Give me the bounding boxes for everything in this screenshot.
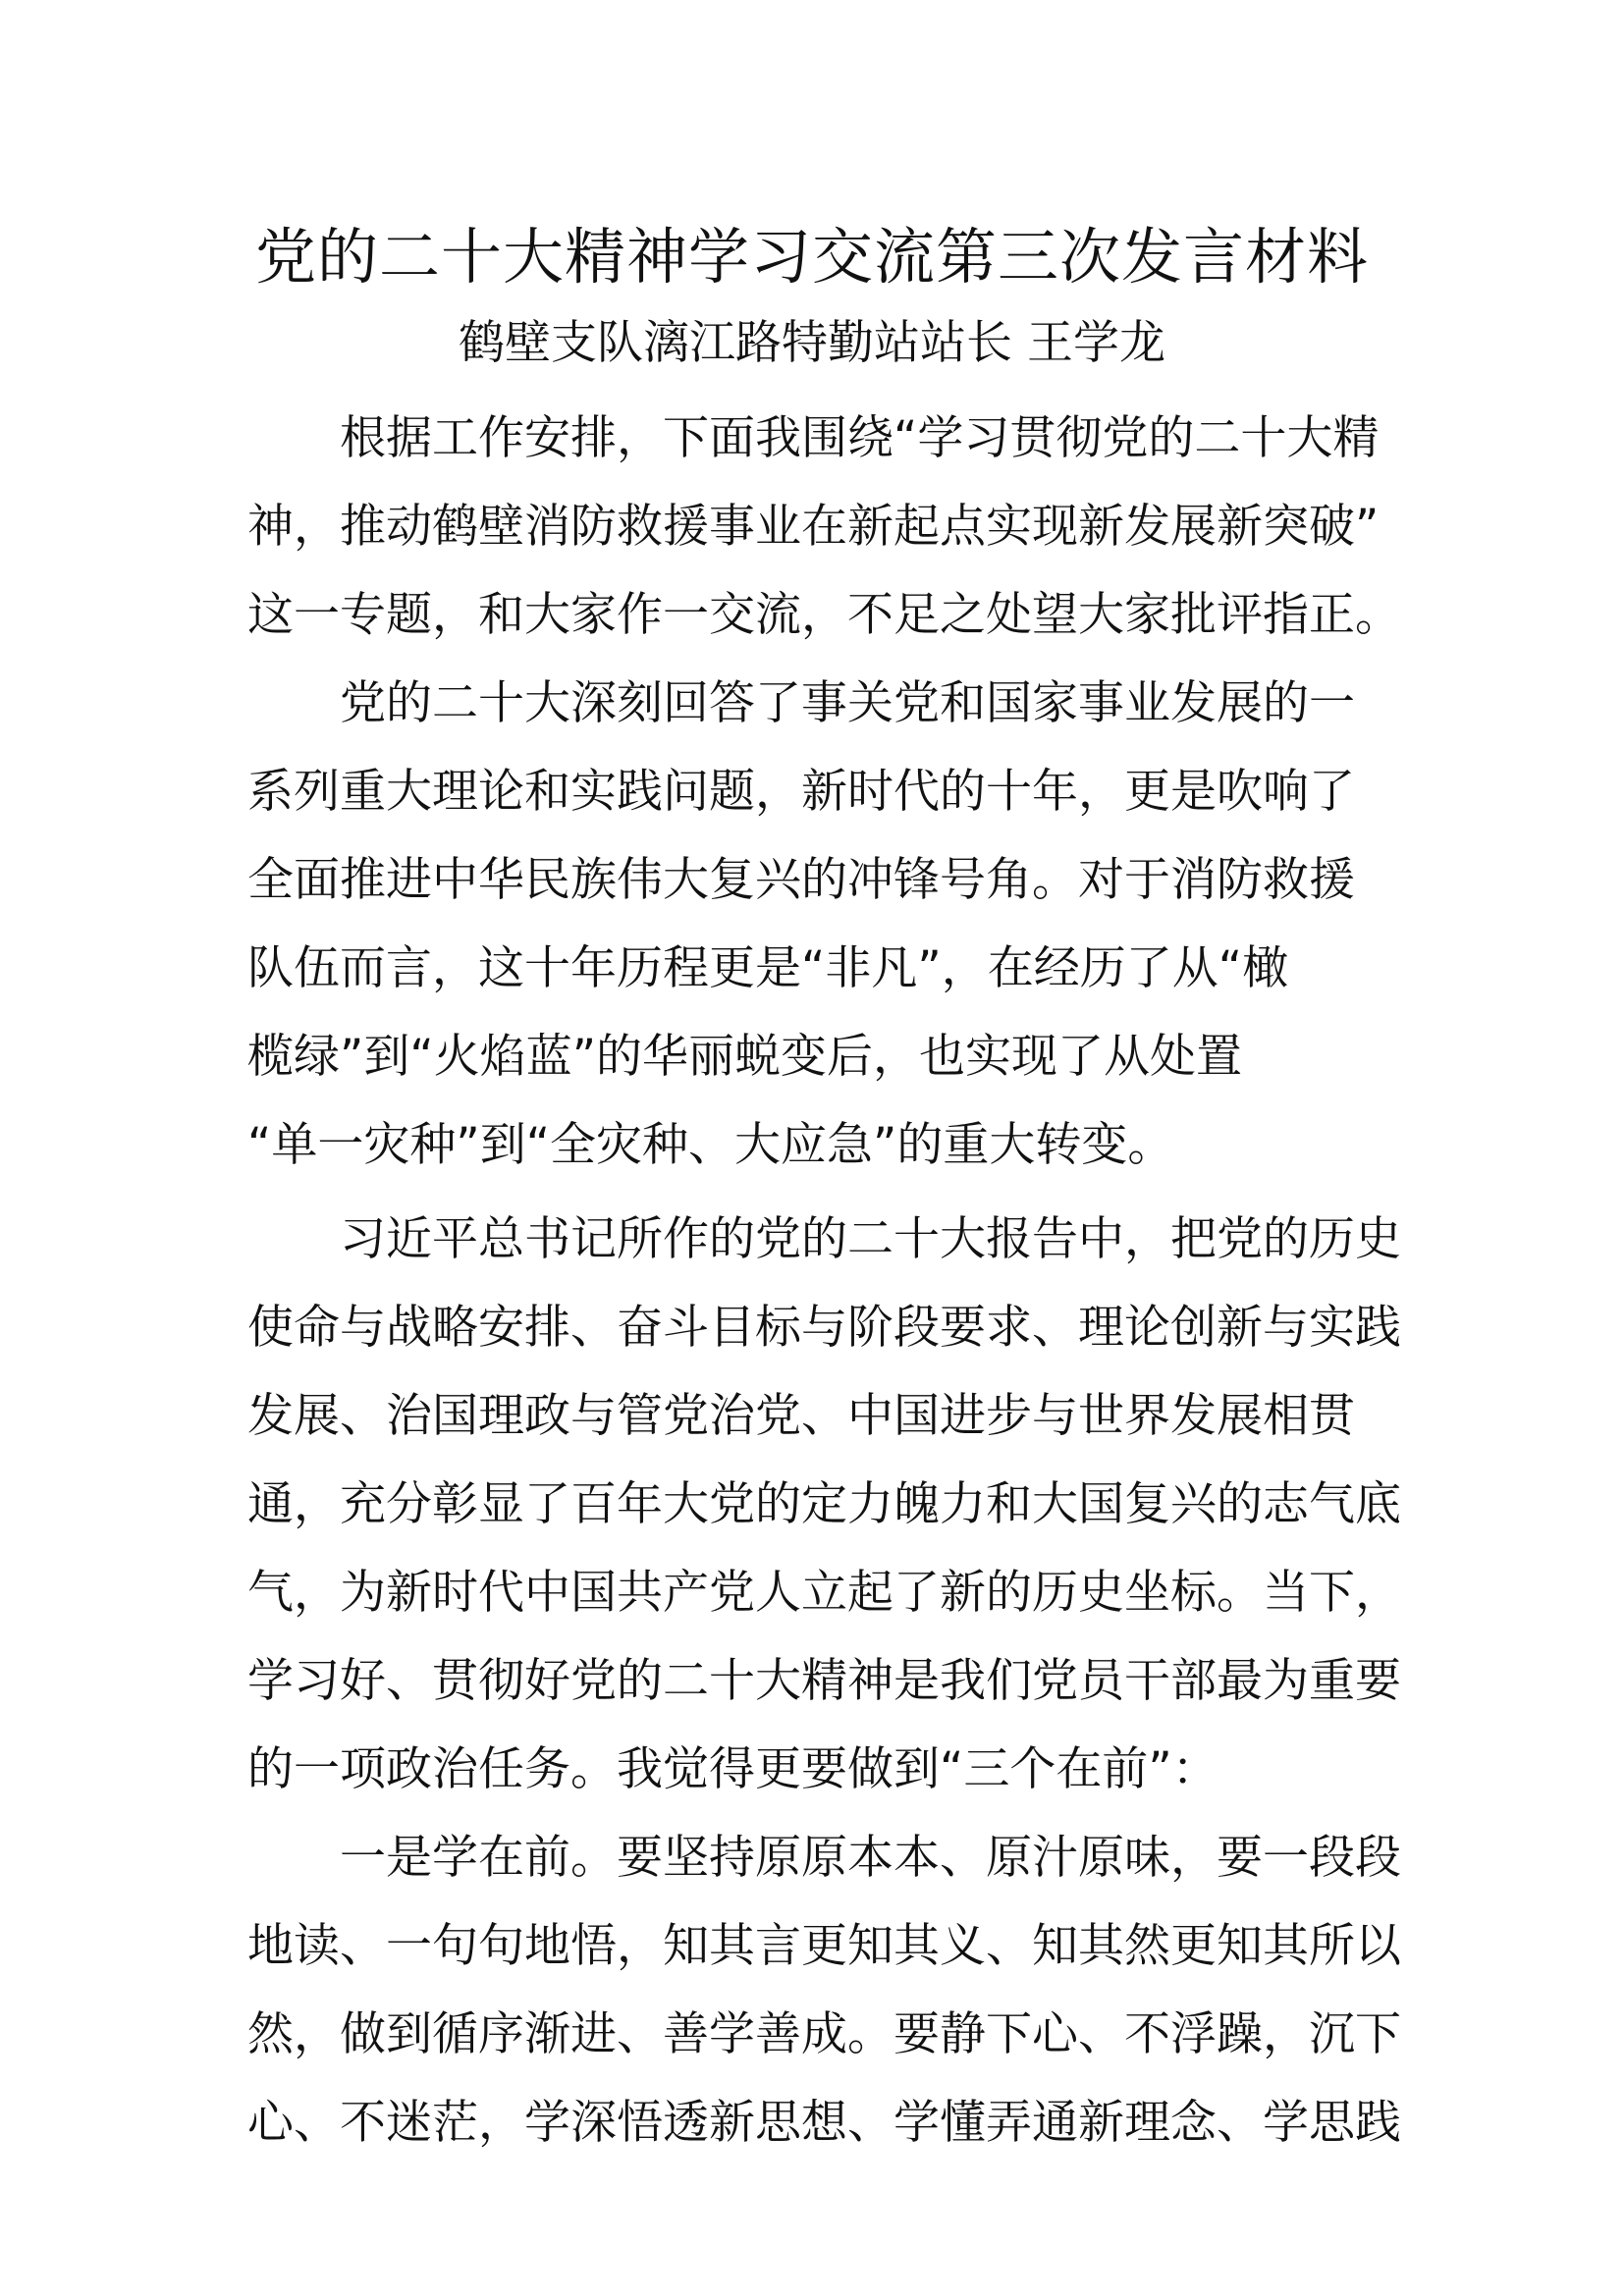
body-line: 党的二十大深刻回答了事关党和国家事业发展的一 — [247, 676, 1355, 730]
document-title: 党的二十大精神学习交流第三次发言材料 — [254, 221, 1369, 293]
body-line: 使命与战略安排、奋斗目标与阶段要求、理论创新与实践 — [247, 1301, 1401, 1355]
body-line: 心、不迷茫，学深悟透新思想、学懂弄通新理念、学思践 — [247, 2096, 1401, 2150]
body-line: 系列重大理论和实践问题，新时代的十年，更是吹响了 — [247, 765, 1355, 819]
body-line: 发展、治国理政与管党治党、中国进步与世界发展相贯 — [247, 1389, 1355, 1443]
body-line: 这一专题，和大家作一交流，不足之处望大家批评指正。 — [247, 588, 1401, 642]
body-line: 地读、一句句地悟，知其言更知其义、知其然更知其所以 — [247, 1919, 1401, 1973]
body-line: 一是学在前。要坚持原原本本、原汁原味，要一段段 — [247, 1831, 1401, 1885]
body-line: 习近平总书记所作的党的二十大报告中，把党的历史 — [247, 1212, 1401, 1266]
body-line: 通，充分彰显了百年大党的定力魄力和大国复兴的志气底 — [247, 1477, 1401, 1531]
body-line: 队伍而言，这十年历程更是“非凡”，在经历了从“橄 — [247, 941, 1289, 995]
body-line: 全面推进中华民族伟大复兴的冲锋号角。对于消防救援 — [247, 853, 1355, 907]
body-line: 的一项政治任务。我觉得更要做到“三个在前”： — [247, 1742, 1218, 1796]
body-line: 根据工作安排，下面我围绕“学习贯彻党的二十大精 — [247, 411, 1380, 465]
author-byline: 鹤壁支队漓江路特勤站站长 王学龙 — [459, 316, 1165, 370]
body-line: “单一灾种”到“全灾种、大应急”的重大转变。 — [247, 1118, 1174, 1172]
body-line: 榄绿”到“火焰蓝”的华丽蜕变后，也实现了从处置 — [247, 1030, 1243, 1084]
body-line: 然，做到循序渐进、善学善成。要静下心、不浮躁，沉下 — [247, 2007, 1401, 2061]
body-line: 学习好、贯彻好党的二十大精神是我们党员干部最为重要 — [247, 1654, 1401, 1708]
body-line: 神，推动鹤壁消防救援事业在新起点实现新发展新突破” — [247, 500, 1380, 554]
body-line: 气，为新时代中国共产党人立起了新的历史坐标。当下， — [247, 1566, 1401, 1620]
